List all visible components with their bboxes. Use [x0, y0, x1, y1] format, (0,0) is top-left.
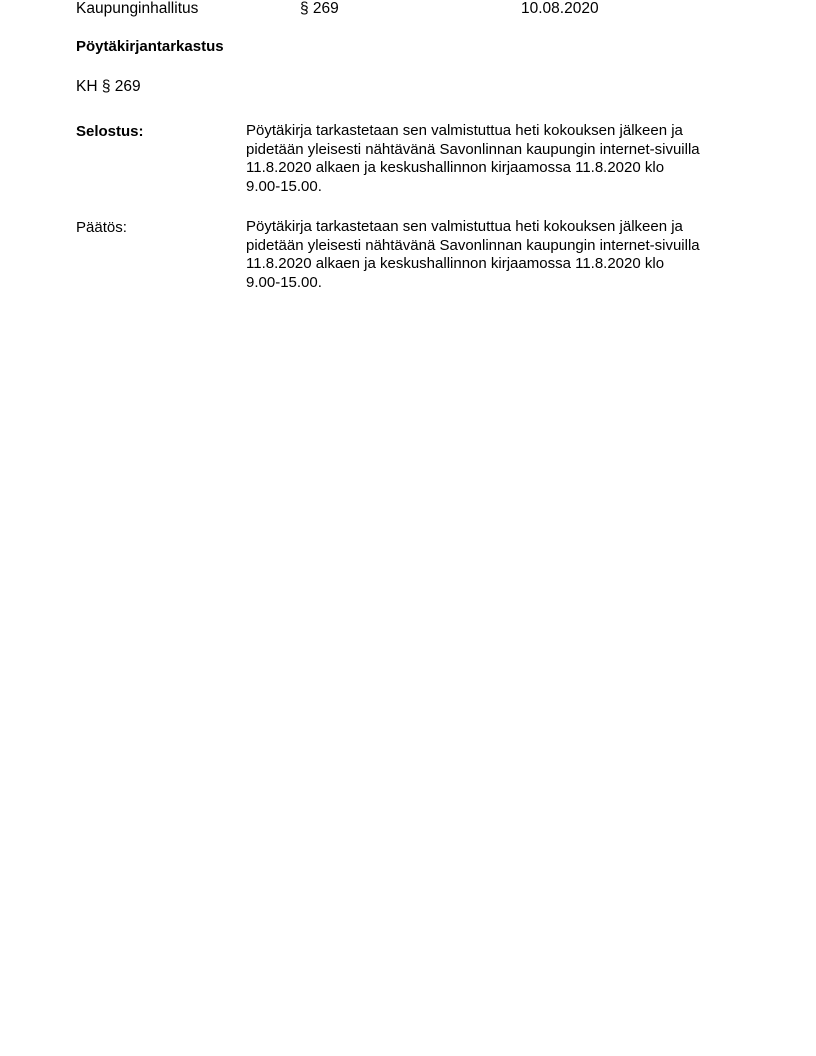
header-section-number: § 269: [300, 0, 339, 17]
section-reference: KH § 269: [76, 78, 141, 95]
header-body-name: Kaupunginhallitus: [76, 0, 199, 17]
selostus-line: pidetään yleisesti nähtävänä Savonlinnan kaupungin internet-sivuilla: [246, 140, 700, 158]
paatos-line: 11.8.2020 alkaen ja keskushallinnon kirjaamossa 11.8.2020 klo: [246, 255, 665, 272]
header-date: 10.08.2020: [521, 0, 599, 17]
selostus-line: 11.8.2020 alkaen ja keskushallinnon kirjaamossa 11.8.2020 klo: [246, 159, 665, 176]
paatos-label: Päätös:: [76, 219, 127, 236]
paatos-line: Pöytäkirja tarkastetaan sen valmistuttua heti kokouksen jälkeen ja: [246, 218, 683, 235]
paatos-text: [246, 218, 746, 292]
selostus-line: Pöytäkirja tarkastetaan sen valmistuttua heti kokouksen jälkeen ja: [246, 122, 683, 139]
page-title: Pöytäkirjantarkastus: [76, 38, 224, 55]
selostus-line: 9.00-15.00.: [246, 177, 322, 195]
paatos-line: pidetään yleisesti nähtävänä Savonlinnan kaupungin internet-sivuilla: [246, 236, 700, 254]
selostus-label: Selostus:: [76, 123, 144, 140]
paatos-line: 9.00-15.00.: [246, 273, 322, 291]
selostus-text: [246, 122, 746, 196]
